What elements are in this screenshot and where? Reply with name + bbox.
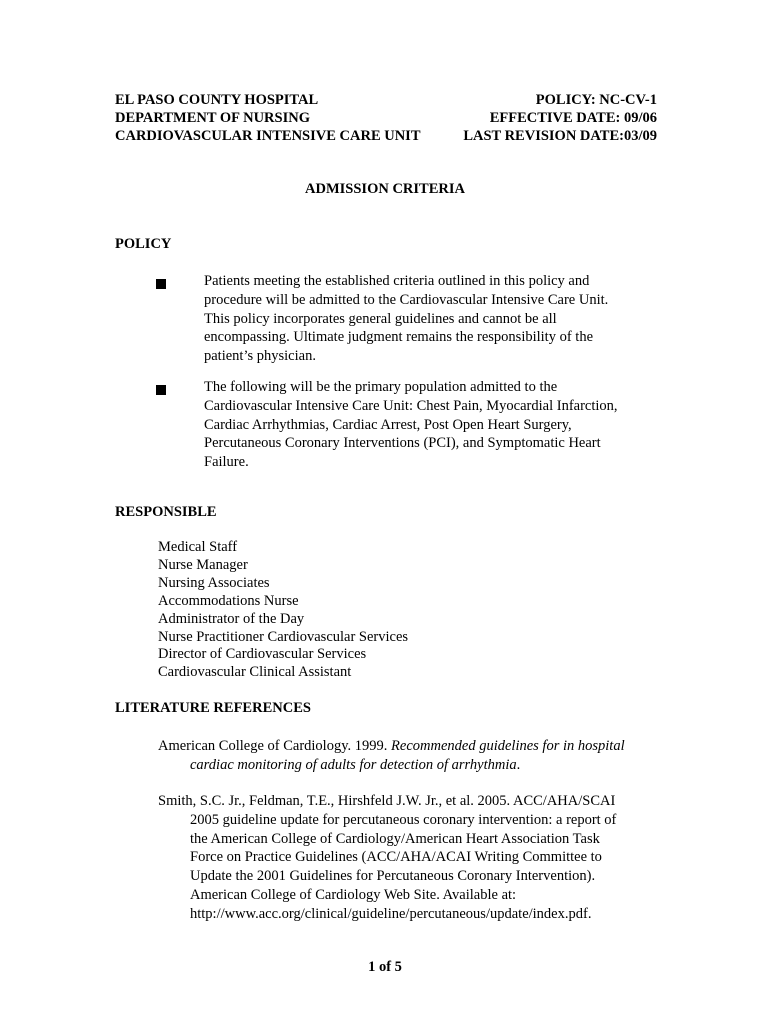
text-line: the American College of Cardiology/American Heart Association Task (190, 830, 600, 847)
text-line: Failure. (204, 454, 249, 471)
reference-url: http://www.acc.org/clinical/guideline/percutaneous/update/index.pdf. (190, 905, 592, 922)
text-line: encompassing. Ultimate judgment remains the responsibility of the (204, 329, 594, 346)
effective-date: EFFECTIVE DATE: 09/06 (489, 110, 657, 126)
bullet-marker (156, 385, 166, 395)
text-line: Percutaneous Coronary Interventions (PCI), and Symptomatic Heart (204, 435, 601, 452)
text-line (158, 756, 656, 775)
list-item: Nurse Manager (158, 556, 248, 573)
text-line: 2005 guideline update for percutaneous coronary intervention: a report of (190, 811, 617, 828)
reference-title: Recommended guidelines for in hospital (391, 738, 625, 754)
list-item: Nurse Practitioner Cardiovascular Services (158, 628, 409, 645)
text-line: patient’s physician. (204, 348, 316, 365)
reference-title-cont: cardiac monitoring of adults for detection of arrhythmia (190, 756, 517, 773)
header-row-1 (115, 92, 657, 110)
responsible-list (158, 539, 408, 682)
period: . (516, 756, 521, 773)
reference-author: American College of Cardiology. 1999. (158, 738, 392, 754)
page-number: 1 of 5 (368, 959, 402, 975)
department-name: DEPARTMENT OF NURSING (115, 110, 310, 126)
text-line: procedure will be admitted to the Cardiovascular Intensive Care Unit. (204, 291, 609, 308)
list-item: Medical Staff (158, 539, 238, 555)
responsible-heading: RESPONSIBLE (115, 504, 217, 520)
list-item: Nursing Associates (158, 574, 270, 591)
revision-date: LAST REVISION DATE:03/09 (463, 128, 657, 144)
text-line: American College of Cardiology Web Site. Available at: (190, 886, 517, 903)
text-line: Force on Practice Guidelines (ACC/AHA/ACAI Writing Committee to (190, 849, 602, 866)
hospital-name: EL PASO COUNTY HOSPITAL (115, 92, 319, 108)
header-row-2 (115, 110, 657, 128)
list-item: Accommodations Nurse (158, 592, 299, 609)
header-row-3 (115, 128, 657, 146)
text-line: Cardiac Arrhythmias, Cardiac Arrest, Post Open Heart Surgery, (204, 416, 572, 433)
unit-name: CARDIOVASCULAR INTENSIVE CARE UNIT (115, 128, 421, 144)
policy-paragraph-1 (204, 272, 654, 366)
text-line: Update the 2001 Guidelines for Percutaneous Coronary Intervention). (190, 868, 596, 885)
reference-2 (158, 792, 656, 924)
text-line: Smith, S.C. Jr., Feldman, T.E., Hirshfeld J.W. Jr., et al. 2005. ACC/AHA/SCAI (158, 793, 616, 809)
policy-heading: POLICY (115, 236, 172, 252)
text-line (158, 737, 656, 756)
reference-1 (158, 737, 656, 775)
text-line: The following will be the primary population admitted to the (204, 379, 558, 395)
policy-paragraph-2 (204, 378, 654, 472)
list-item: Cardiovascular Clinical Assistant (158, 664, 352, 681)
text-line: Patients meeting the established criteria outlined in this policy and (204, 273, 590, 289)
references-heading: LITERATURE REFERENCES (115, 700, 311, 716)
bullet-marker (156, 279, 166, 289)
policy-number: POLICY: NC-CV-1 (535, 92, 657, 108)
list-item: Director of Cardiovascular Services (158, 646, 367, 663)
list-item: Administrator of the Day (158, 610, 305, 627)
document-title: ADMISSION CRITERIA (305, 181, 465, 197)
text-line: Cardiovascular Intensive Care Unit: Chest Pain, Myocardial Infarction, (204, 397, 618, 414)
text-line: This policy incorporates general guidelines and cannot be all (204, 310, 557, 327)
